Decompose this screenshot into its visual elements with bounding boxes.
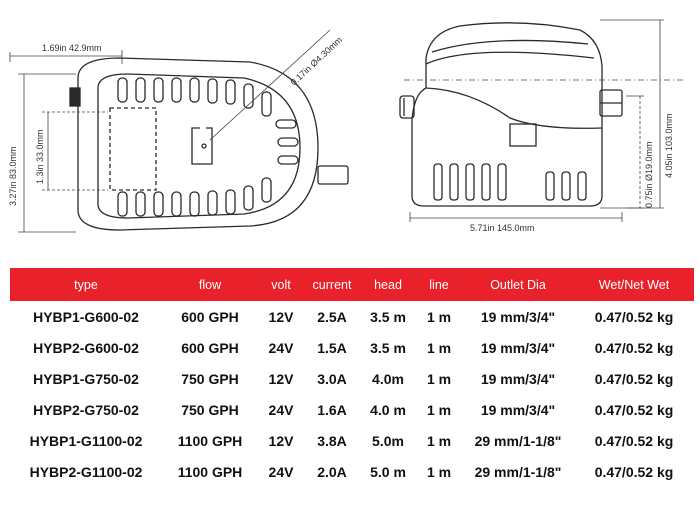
header-current: current: [304, 268, 360, 301]
cell-head: 3.5 m: [370, 308, 406, 325]
dim-hole-diameter: 0.17in Ø4.30mm: [288, 34, 345, 88]
cell-head: 4.0 m: [370, 401, 406, 418]
cell-outlet-dia: 19 mm/3/4": [480, 339, 556, 356]
cell-flow: 600 GPH: [181, 339, 239, 356]
cell-type: HYBP2-G1100-02: [29, 463, 143, 480]
dim-length: 5.71in 145.0mm: [470, 223, 535, 233]
cell-current: 2.0A: [317, 463, 347, 480]
cell-outlet-dia: 19 mm/3/4": [480, 401, 556, 418]
spec-table: [10, 268, 694, 487]
header-line: line: [416, 268, 462, 301]
cell-current: 2.5A: [317, 308, 347, 325]
header-outlet-dia: Outlet Dia: [462, 268, 574, 301]
cell-flow: 750 GPH: [181, 401, 239, 418]
cell-weight: 0.47/0.52 kg: [594, 308, 674, 325]
cell-current: 3.8A: [317, 432, 347, 449]
table-row: [10, 363, 694, 394]
dim-left-height: 3.27in 83.0mm: [8, 146, 18, 206]
dim-outlet-height: 0.75in Ø19.0mm: [644, 141, 654, 208]
header-type: type: [10, 268, 162, 301]
cell-volt: 24V: [268, 463, 294, 480]
table-row: [10, 394, 694, 425]
header-head: head: [360, 268, 416, 301]
header-flow: flow: [162, 268, 258, 301]
table-row: [10, 456, 694, 487]
top-view-drawing: [70, 58, 348, 230]
cell-flow: 1100 GPH: [177, 432, 243, 449]
cell-current: 1.6A: [317, 401, 347, 418]
cell-flow: 750 GPH: [181, 370, 239, 387]
cell-flow: 600 GPH: [181, 308, 239, 325]
cell-type: HYBP1-G600-02: [33, 308, 139, 325]
cell-outlet-dia: 19 mm/3/4": [480, 370, 556, 387]
cell-line: 1 m: [426, 432, 452, 449]
cell-volt: 24V: [268, 401, 294, 418]
cell-weight: 0.47/0.52 kg: [594, 401, 674, 418]
dim-left-width: 1.69in 42.9mm: [42, 43, 102, 53]
cell-current: 1.5A: [317, 339, 347, 356]
cell-line: 1 m: [426, 339, 452, 356]
table-row: [10, 301, 694, 332]
cell-head: 4.0m: [372, 370, 404, 387]
cell-head: 5.0m: [372, 432, 404, 449]
dim-inner-height: 1.3in 33.0mm: [35, 129, 45, 184]
cell-head: 3.5 m: [370, 339, 406, 356]
cell-type: HYBP1-G750-02: [33, 370, 139, 387]
cell-outlet-dia: 29 mm/1-1/8": [474, 463, 562, 480]
cell-line: 1 m: [426, 463, 452, 480]
table-row: [10, 425, 694, 456]
cell-volt: 12V: [268, 432, 294, 449]
cell-outlet-dia: 19 mm/3/4": [480, 308, 556, 325]
cell-line: 1 m: [426, 370, 452, 387]
cell-weight: 0.47/0.52 kg: [594, 432, 674, 449]
side-view-drawing: [400, 23, 622, 206]
cell-type: HYBP2-G600-02: [33, 339, 139, 356]
cell-current: 3.0A: [317, 370, 347, 387]
header-volt: volt: [258, 268, 304, 301]
spec-table-header: [10, 268, 694, 301]
dim-right-height: 4.05in 103.0mm: [664, 113, 674, 178]
cell-line: 1 m: [426, 401, 452, 418]
cell-volt: 24V: [268, 339, 294, 356]
cell-weight: 0.47/0.52 kg: [594, 463, 674, 480]
cell-line: 1 m: [426, 308, 452, 325]
cell-type: HYBP1-G1100-02: [29, 432, 143, 449]
cell-volt: 12V: [268, 308, 294, 325]
cell-flow: 1100 GPH: [177, 463, 243, 480]
cell-type: HYBP2-G750-02: [33, 401, 139, 418]
cell-volt: 12V: [268, 370, 294, 387]
cell-outlet-dia: 29 mm/1-1/8": [474, 432, 562, 449]
cell-weight: 0.47/0.52 kg: [594, 370, 674, 387]
header-weight: Wet/Net Wet: [574, 268, 694, 301]
cell-head: 5.0 m: [370, 463, 406, 480]
cell-weight: 0.47/0.52 kg: [594, 339, 674, 356]
table-row: [10, 332, 694, 363]
